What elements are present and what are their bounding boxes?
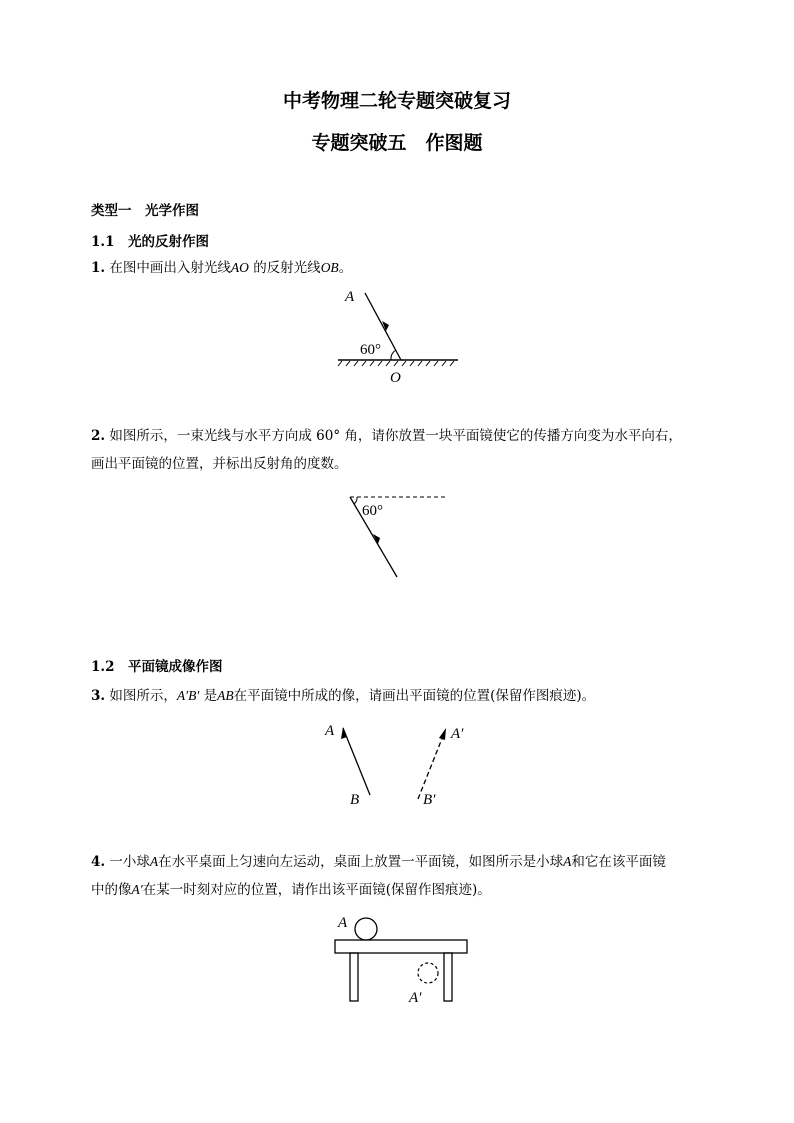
question-text: 的反射光线 xyxy=(253,260,321,276)
label-b: B xyxy=(350,792,360,808)
question-text: 和它在该平面镜 xyxy=(571,854,666,870)
question-number: 3. xyxy=(91,688,106,704)
figure-4-table-ball xyxy=(325,912,475,1007)
table-leg-left xyxy=(350,953,358,1001)
figure-2-light-ray xyxy=(340,488,460,583)
variable: A xyxy=(149,854,159,869)
ball-a xyxy=(355,918,377,940)
angle-arc xyxy=(391,350,396,360)
question-text: 中的像 xyxy=(91,882,132,898)
angle-arc xyxy=(354,497,357,504)
subsection-heading-1-1: 1.1 光的反射作图 xyxy=(91,234,209,250)
image-a2b2 xyxy=(418,731,445,799)
arrowhead xyxy=(439,728,446,740)
figure-3-mirror-image xyxy=(320,716,480,811)
page-title: 中考物理二轮专题突破复习 xyxy=(282,90,511,112)
variable: A′ xyxy=(131,882,143,897)
label-a: A xyxy=(325,723,335,739)
mirror-hatching xyxy=(338,361,454,366)
question-text: 一小球 xyxy=(109,854,150,870)
question-2-line-2: 画出平面镜的位置，并标出反射角的度数。 xyxy=(91,456,348,472)
ball-image-a-prime xyxy=(418,963,438,983)
variable: A xyxy=(563,854,572,869)
question-number: 1. xyxy=(91,260,106,276)
question-text: 。 xyxy=(338,260,353,276)
variable: AO xyxy=(230,260,249,275)
question-3 xyxy=(91,682,711,710)
question-text: 在图中画出入射光线 xyxy=(109,260,231,276)
label-a: A xyxy=(345,289,355,305)
variable: OB xyxy=(320,260,339,275)
label-a: A xyxy=(338,915,348,931)
question-text: 在平面镜中所成的像，请画出平面镜的位置(保留作图痕迹)。 xyxy=(233,688,596,704)
angle-label: 60° xyxy=(362,503,383,519)
question-text: 在水平桌面上匀速向左运动，桌面上放置一平面镜，如图所示是小球 xyxy=(158,854,564,870)
page-subtitle: 专题突破五 作图题 xyxy=(311,132,483,154)
question-text: 在某一时刻对应的位置，请作出该平面镜(保留作图痕迹)。 xyxy=(142,882,491,898)
label-o: O xyxy=(390,370,401,386)
section-type-heading: 类型一 光学作图 xyxy=(91,203,199,219)
question-number: 4. xyxy=(91,854,106,870)
variable: A′B′ xyxy=(176,688,200,703)
label-b-prime: B′ xyxy=(423,792,436,808)
table-leg-right xyxy=(444,953,452,1001)
question-text: 如图所示， xyxy=(109,688,177,704)
table-top xyxy=(335,940,467,953)
question-4-line-1 xyxy=(91,848,711,876)
question-text: 是 xyxy=(203,688,218,704)
question-2 xyxy=(91,422,711,478)
label-a-prime: A′ xyxy=(451,726,464,742)
question-1 xyxy=(91,254,711,282)
question-4-line-2 xyxy=(91,876,711,904)
question-text: 如图所示，一束光线与水平方向成 60° 角，请你放置一块平面镜使它的传播方向变为水平向右， xyxy=(109,428,682,444)
figure-1-reflection xyxy=(330,283,470,388)
question-4 xyxy=(91,848,711,904)
object-ab xyxy=(343,728,370,795)
variable: AB xyxy=(217,688,234,703)
label-a-prime: A′ xyxy=(409,990,422,1006)
question-number: 2. xyxy=(91,428,106,444)
angle-label: 60° xyxy=(360,342,381,358)
subsection-heading-1-2: 1.2 平面镜成像作图 xyxy=(91,659,223,675)
question-2-line-1 xyxy=(91,422,711,450)
